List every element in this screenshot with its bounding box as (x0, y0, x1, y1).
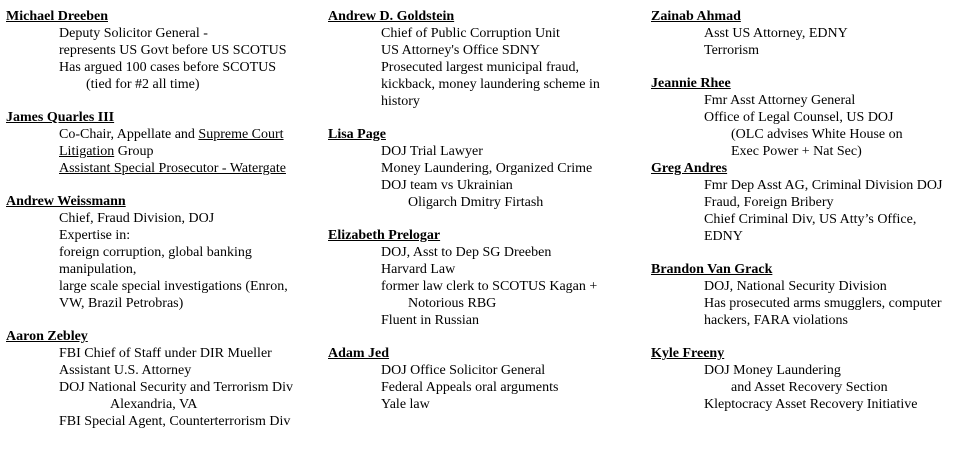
column-3 (651, 8, 967, 429)
credential-line: DOJ Office Solicitor General (381, 363, 546, 378)
credential-line: foreign corruption, global banking (59, 245, 252, 260)
credential-line: EDNY (704, 229, 743, 244)
underlined-text: Supreme Court (198, 127, 284, 142)
credential-line: Assistant U.S. Attorney (59, 363, 192, 378)
credential-line: Has argued 100 cases before SCOTUS (59, 60, 277, 75)
underlined-text: Assistant Special Prosecutor - Watergate (59, 161, 286, 176)
person-name: Andrew Weissmann (6, 194, 126, 209)
credential-line: (tied for #2 all time) (86, 77, 200, 92)
credential-line: DOJ, Asst to Dep SG Dreeben (381, 245, 552, 260)
person-name: Andrew D. Goldstein (328, 9, 455, 24)
credential-line: Yale law (381, 397, 430, 412)
credential-line: former law clerk to SCOTUS Kagan + (381, 279, 598, 294)
credential-line: Kleptocracy Asset Recovery Initiative (704, 397, 918, 412)
person-name: Jeannie Rhee (651, 76, 731, 91)
credential-line: FBI Special Agent, Counterterrorism Div (59, 414, 291, 429)
person-name: Kyle Freeny (651, 346, 725, 361)
text-segment: Co-Chair, Appellate and (59, 127, 199, 142)
credential-line: Prosecuted largest municipal fraud, (381, 60, 580, 75)
credential-line: Fluent in Russian (381, 313, 480, 328)
credential-line: US Attorney's Office SDNY (381, 43, 540, 58)
credential-line: Expertise in: (59, 228, 131, 243)
person-entry (328, 8, 646, 110)
person-entry (328, 227, 646, 329)
person-entry (328, 126, 646, 211)
credential-line: represents US Govt before US SCOTUS (59, 43, 287, 58)
credential-line: hackers, FARA violations (704, 313, 849, 328)
person-entry (6, 193, 324, 312)
person-entry (651, 261, 967, 329)
credential-line: Has prosecuted arms smugglers, computer (704, 296, 942, 311)
person-entry (651, 75, 967, 160)
credential-line: Terrorism (704, 43, 760, 58)
person-name: Lisa Page (328, 127, 386, 142)
credential-line: DOJ Money Laundering (704, 363, 841, 378)
credential-line: large scale special investigations (Enron, (59, 279, 288, 294)
credential-line (6, 126, 324, 143)
credential-line: Exec Power + Nat Sec) (731, 144, 862, 159)
credential-line: Notorious RBG (408, 296, 497, 311)
credential-line: manipulation, (59, 262, 137, 277)
credential-line: Office of Legal Counsel, US DOJ (704, 110, 894, 125)
underlined-text: Litigation (59, 144, 115, 159)
column-1 (6, 8, 324, 446)
credential-line: Fmr Dep Asst AG, Criminal Division DOJ (704, 178, 943, 193)
credential-line: Harvard Law (381, 262, 456, 277)
person-entry (651, 160, 967, 245)
credential-line: FBI Chief of Staff under DIR Mueller (59, 346, 272, 361)
credential-line: history (381, 94, 420, 109)
person-name: Zainab Ahmad (651, 9, 741, 24)
person-name: Aaron Zebley (6, 329, 88, 344)
person-name: James Quarles III (6, 110, 115, 125)
credential-line: Oligarch Dmitry Firtash (408, 195, 544, 210)
credential-line: Fraud, Foreign Bribery (704, 195, 834, 210)
person-name: Elizabeth Prelogar (328, 228, 441, 243)
credential-line: Deputy Solicitor General - (59, 26, 208, 41)
column-2 (328, 8, 646, 429)
person-name: Greg Andres (651, 161, 728, 176)
credential-line: DOJ, National Security Division (704, 279, 887, 294)
credential-line: Federal Appeals oral arguments (381, 380, 559, 395)
person-entry (6, 8, 324, 93)
credential-line: DOJ team vs Ukrainian (381, 178, 513, 193)
person-entry (328, 345, 646, 413)
credential-line: Chief Criminal Div, US Atty’s Office, (704, 212, 917, 227)
credential-line: Alexandria, VA (110, 397, 198, 412)
credential-line (6, 143, 324, 160)
credential-line: Asst US Attorney, EDNY (704, 26, 848, 41)
credential-line: DOJ Trial Lawyer (381, 144, 483, 159)
credential-line: Chief, Fraud Division, DOJ (59, 211, 215, 226)
person-entry (651, 8, 967, 59)
person-entry (6, 328, 324, 430)
credential-line: Fmr Asst Attorney General (704, 93, 856, 108)
person-name: Brandon Van Grack (651, 262, 773, 277)
person-entry (651, 345, 967, 413)
credential-line: VW, Brazil Petrobras) (59, 296, 184, 311)
credential-line: DOJ National Security and Terrorism Div (59, 380, 293, 395)
person-name: Adam Jed (328, 346, 390, 361)
credential-line (6, 160, 324, 177)
credential-line: Chief of Public Corruption Unit (381, 26, 560, 41)
credential-line: (OLC advises White House on (731, 127, 903, 142)
person-name: Michael Dreeben (6, 9, 108, 24)
credential-line: and Asset Recovery Section (731, 380, 888, 395)
text-segment: Group (114, 144, 154, 159)
credential-line: Money Laundering, Organized Crime (381, 161, 593, 176)
person-entry (6, 109, 324, 177)
credential-line: kickback, money laundering scheme in (381, 77, 600, 92)
